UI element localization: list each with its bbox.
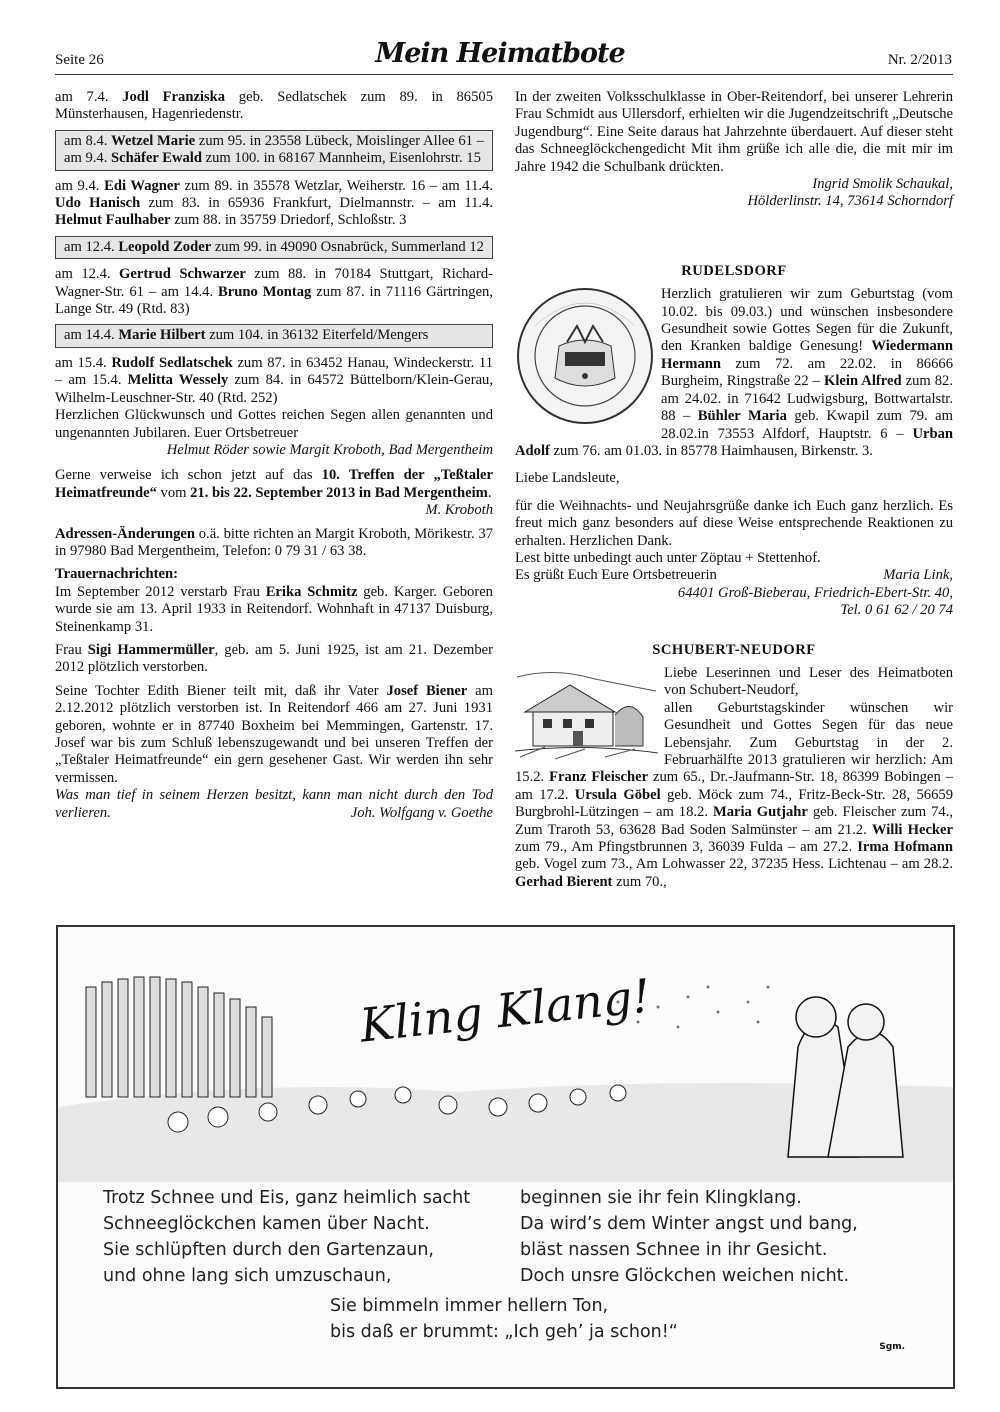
poem-line: Trotz Schnee und Eis, ganz heimlich sacht (103, 1188, 471, 1208)
section-heading: Trauernachrichten: (55, 566, 178, 583)
signature: M. Kroboth (425, 502, 493, 519)
poem-signature: Sgm. (879, 1342, 905, 1352)
signature-phone: Tel. 0 61 62 / 20 74 (840, 602, 953, 619)
signature: Helmut Röder sowie Margit Kroboth, Bad Mergentheim (166, 441, 493, 458)
greeting-text: Herzlichen Glückwunsch und Gottes reichen Segen allen genannten und ungenannten Jubilaren. Euer Ortsbetreuer (55, 407, 493, 441)
poem-line: Sie schlüpften durch den Gartenzaun, (103, 1240, 434, 1260)
poem-stanza-right (520, 1185, 858, 1289)
highlight-box: am 12.4. Leopold Zoder zum 99. in 49090 Osnabrück, Summerland 12 (55, 236, 493, 259)
meeting-announcement: Gerne verweise ich schon jetzt auf das 10. Treffen der „Teßtaler Heimatfreunde“ vom 21. bis 22. September 2013 in Bad Mergentheim. M. Kroboth (55, 467, 493, 519)
birthday-entry: am 9.4. Edi Wagner zum 89. in 35578 Wetzlar, Weiherstr. 16 – am 11.4. Udo Hanisch zum 83. in 65936 Frankfurt, Dielmannstr. – am 11.4. Helmut Faulhaber zum 88. in 35759 Driedorf, Schloßstr. 3 (55, 177, 493, 229)
salutation: Liebe Landsleute, (515, 470, 620, 487)
highlight-box: am 14.4. Marie Hilbert zum 104. in 36132 Eiterfeld/Mengers (55, 324, 493, 347)
poem-line: Da wird’s dem Winter angst und bang, (520, 1214, 858, 1234)
intro-text: In der zweiten Volksschulklasse in Ober-Reitendorf, bei unserer Lehrerin Frau Schmidt aus Ullersdorf, erhielten wir die Jugendzeitschrift „Deutsche Jugendburg“. Eine Seite daraus hat Jahrzehnte überdauert. Auf dieser steht das Schneeglöckchengedicht Mit ihm grüße ich alle die, die mit mir im Jahre 1942 die Schulbank drückten. (515, 89, 953, 175)
poem-line: Doch unsre Glöckchen weichen nicht. (520, 1266, 850, 1286)
page-number: Seite 26 (55, 52, 104, 68)
left-column (55, 89, 493, 822)
poem-closing-couplet (330, 1293, 678, 1345)
obituary-entry: Seine Tochter Edith Biener teilt mit, daß ihr Vater Josef Biener am 2.12.2012 plötzlich verstorben ist. In Reitendorf 466 am 27. Juni 1931 geboren, wohnte er in 87740 Boxheim bei Memmingen, Gartenstr. 17. Josef war bis zum Schluß lebenszugewandt und bei unseren Treffen der „Teßtaler Heimatfreunde“ ein gern gesehener Gast. Wir werden ihn sehr vermissen. (55, 682, 493, 786)
header-divider (55, 74, 953, 75)
poem-line: bläst nassen Schnee in ihr Gesicht. (520, 1240, 828, 1260)
reference-note: Lest bitte unbedingt auch unter Zöptau + Stettenhof. (515, 549, 821, 566)
birthday-greetings-rudelsdorf: Herzlich gratulieren wir zum Geburtstag (vom 10.02. bis 09.03.) und wünschen insbesondere Gesundheit sowie Gottes Segen für die Zukunft, den Kranken baldige Genesung! Wiedermann Hermann zum 72. am 22.02. in 86666 Burgheim, Ringstraße 22 – Klein Alfred zum 82. am 24.02. in 71642 Ludwigsburg, Bottwartalstr. 88 – Bühler Maria geb. Kwapil zum 79. am 28.02.in 73553 Alfdorf, Hauptstr. 6 – Urban Adolf zum 76. am 01.03. in 85778 Haimhausen, Birkenstr. 3. (515, 286, 954, 459)
poem-line: bis daß er brummt: „Ich geh’ ja schon!“ (330, 1322, 678, 1342)
poem-line: beginnen sie ihr fein Klingklang. (520, 1188, 802, 1208)
obituary-entry: Im September 2012 verstarb Frau Erika Schmitz geb. Karger. Geboren wurde sie am 13. April 1933 in Reitendorf. Wohnhaft in 47137 Duisburg, Steinenkamp 31. (55, 583, 493, 635)
section-heading-schubert-neudorf: SCHUBERT-NEUDORF (652, 641, 816, 658)
poem-line: Schneeglöckchen kamen über Nacht. (103, 1214, 430, 1234)
poem-title-lettering (348, 935, 738, 1055)
birthday-entry: am 15.4. Rudolf Sedlatschek zum 87. in 63452 Hanau, Windeckerstr. 11 – am 15.4. Melitta Wessely zum 84. in 64572 Büttelborn/Klein-Gerau, Wilhelm-Leuschner-Str. 40 (Rtd. 252) (55, 354, 493, 406)
signature: Ingrid Smolik Schaukal, (812, 176, 953, 193)
issue-number: Nr. 2/2013 (887, 52, 952, 68)
signature-address: Hölderlinstr. 14, 73614 Schorndorf (747, 193, 953, 210)
signature-address: 64401 Groß-Bieberau, Friedrich-Ebert-Str. 40, (677, 584, 953, 601)
poem-title-text: Kling Klang! (357, 968, 654, 1053)
signature: Maria Link, (883, 567, 953, 584)
town-seal-image (515, 286, 655, 426)
letter-salutation: Liebe Leserinnen und Leser des Heimatboten von Schubert-Neudorf, (664, 664, 953, 699)
section-heading-rudelsdorf: RUDELSDORF (681, 262, 787, 279)
poem-line: Sie bimmeln immer hellern Ton, (330, 1296, 609, 1316)
highlight-box: am 8.4. Wetzel Marie zum 95. in 23558 Lübeck, Moislinger Allee 61 – am 9.4. Schäfer Ewald zum 100. in 68167 Mannheim, Eisenlohrstr. 15 (55, 130, 493, 171)
address-change-note: Adressen-Änderungen o.ä. bitte richten an Margit Kroboth, Mörikestr. 37 in 97980 Bad Mergentheim, Telefon: 0 79 31 / 63 38. (55, 525, 493, 559)
right-column (515, 89, 953, 897)
birthday-greetings-schubert-neudorf: allen Geburtstagskinder wünschen wir Gesundheit und Gottes Segen für das neue Lebensjahr. Zum Geburtstag in der 2. Februarhälfte 2013 gratulieren wir herzlich: Am 15.2. Franz Fleischer zum 65., Dr.-Jaufmann-Str. 18, 86399 Bobingen – am 17.2. Ursula Göbel geb. Möck zum 74., Fritz-Beck-Str. 28, 56659 Burgbrohl-Lützingen – am 18.2. Maria Gutjahr geb. Fleischer zum 74., Zum Traroth 53, 63628 Bad Soden Salmünster – am 21.2. Willi Hecker zum 79., Am Pfingstbrunnen 3, 36039 Fulda – am 27.2. Irma Hofmann geb. Vogel zum 73., Am Lohwasser 22, 37235 Hess. Lichtenau – am 28.2. Gerhad Bierent zum 70., (515, 699, 953, 890)
poem-illustration-panel (56, 925, 955, 1389)
quote-author: Joh. Wolfgang v. Goethe (350, 804, 493, 821)
poem-line: und ohne lang sich umzuschaun, (103, 1266, 392, 1286)
birthday-entry: am 7.4. Jodl Franziska geb. Sedlatschek zum 89. in 86505 Münsterhausen, Hagenriedenstr. (55, 89, 493, 123)
closing-line: Es grüßt Euch Eure Ortsbetreuerin Maria Link, (515, 567, 953, 584)
obituary-entry: Frau Sigi Hammermüller, geb. am 5. Juni 1925, ist am 21. Dezember 2012 plötzlich verstorben. (55, 641, 493, 676)
masthead-logo: Mein Heimatbote (375, 38, 625, 69)
poem-title (348, 935, 738, 1055)
village-house-sketch-image (515, 667, 658, 762)
thanks-text: für die Weihnachts- und Neujahrsgrüße danke ich Euch ganz herzlich. Es freut mich ganz besonders auf diese Weise entsprechende Reaktionen zu erhalten. Herzlichen Dank. (515, 497, 953, 549)
quote: Was man tief in seinem Herzen besitzt, kann man nicht durch den Tod verlieren. Joh. Wolfgang v. Goethe (55, 787, 493, 821)
poem-stanza-left (103, 1185, 470, 1289)
birthday-entry: am 12.4. Gertrud Schwarzer zum 88. in 70184 Stuttgart, Richard-Wagner-Str. 61 – am 14.4. Bruno Montag zum 87. in 71116 Gärtringen, Lange Str. 49 (Rtd. 83) (55, 266, 494, 318)
